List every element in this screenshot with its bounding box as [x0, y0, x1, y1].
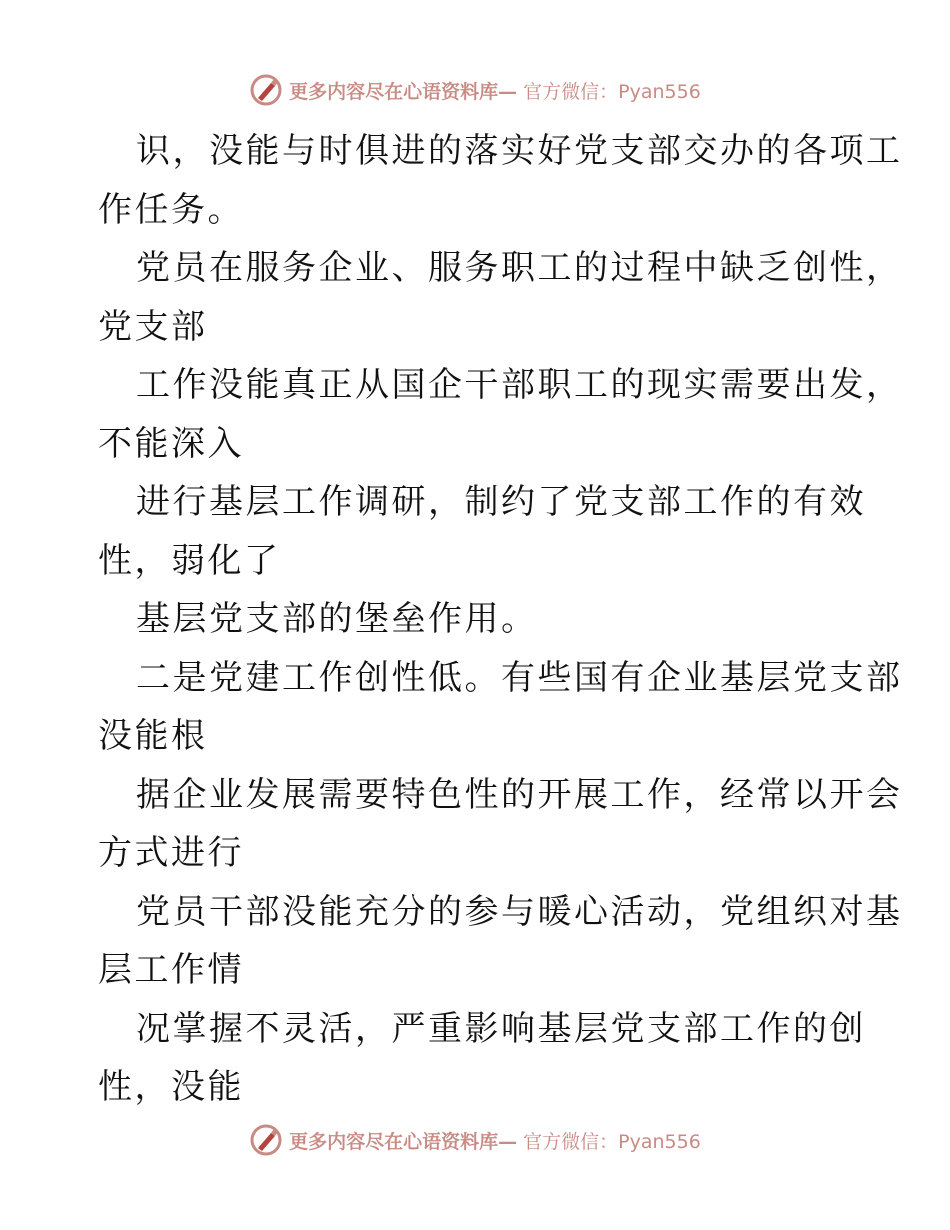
text-line: 据企业发展需要特色性的开展工作，经常以开会	[136, 774, 903, 815]
text-line: 工作没能真正从国企干部职工的现实需要出发，	[136, 365, 903, 405]
watermark-text: 更多内容尽在心语资料库—	[289, 80, 518, 103]
header-watermark	[0, 70, 950, 110]
watermark-text: 更多内容尽在心语资料库—	[289, 1130, 518, 1153]
text-line: 没能根	[98, 716, 208, 756]
text-line: 党员干部没能充分的参与暖心活动，党组织对基	[136, 891, 903, 932]
pen-logo-icon	[249, 73, 283, 107]
footer-watermark	[0, 1120, 950, 1160]
text-line: 层工作情	[98, 950, 244, 990]
text-line: 识，没能与时俱进的落实好党支部交办的各项工	[136, 131, 903, 171]
text-line: 不能深入	[98, 423, 244, 464]
text-line: 进行基层工作调研，制约了党支部工作的有效	[136, 482, 866, 522]
watermark-wechat: 官方微信：Pyan556	[523, 1130, 701, 1153]
text-line: 基层党支部的堡垒作用。	[136, 599, 538, 639]
text-line: 性，没能	[98, 1067, 244, 1107]
text-line: 党支部	[98, 306, 208, 347]
document-body	[98, 122, 903, 1117]
text-line: 二是党建工作创性低。有些国有企业基层党支部	[136, 657, 903, 698]
text-line: 况掌握不灵活，严重影响基层党支部工作的创	[136, 1008, 866, 1049]
text-line: 方式进行	[98, 833, 244, 873]
watermark-wechat: 官方微信：Pyan556	[523, 80, 701, 103]
text-line: 党员在服务企业、服务职工的过程中缺乏创性，	[136, 248, 903, 288]
pen-logo-icon	[249, 1123, 283, 1157]
text-line: 性，弱化了	[98, 540, 281, 581]
text-line: 作任务。	[98, 189, 244, 230]
